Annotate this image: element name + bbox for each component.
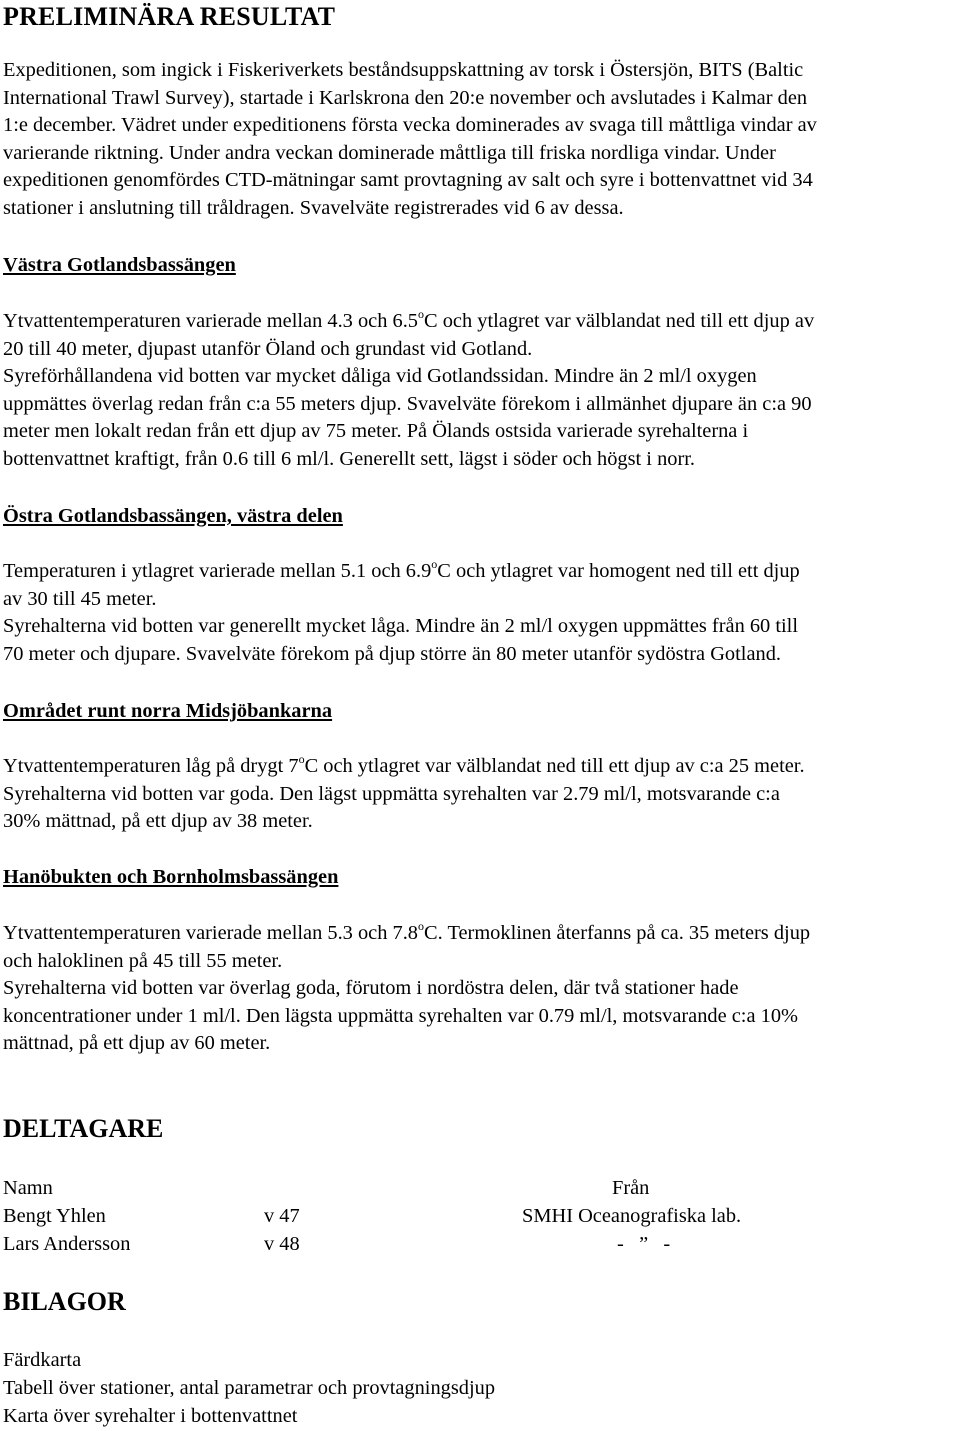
participant-row [3, 1203, 957, 1231]
participant-week: v 47 [264, 1205, 300, 1227]
intro-line: stationer i anslutning till tråldragen. Svavelväte registrerades vid 6 av dessa. [3, 196, 624, 219]
section-line: Ytvattentemperaturen varierade mellan 4.3 och 6.5$^o$C och ytlagret var välblandat ned till ett djup av [3, 307, 815, 332]
section-line: av 30 till 45 meter. [3, 587, 157, 610]
intro-line: expeditionen genomfördes CTD-mätningar samt provtagning av salt och syre i bottenvattnet vid 34 [3, 169, 813, 191]
section-line: Ytvattentemperaturen varierade mellan 5.3 och 7.8$^o$C. Termoklinen återfanns på ca. 35 meters djup [3, 919, 811, 944]
participant-from: SMHI Oceanografiska lab. [522, 1205, 742, 1227]
section-paragraph [3, 920, 957, 1058]
page-title: PRELIMINÄRA RESULTAT [3, 2, 336, 31]
participants-header-row [3, 1175, 957, 1203]
intro-line: Expeditionen, som ingick i Fiskeriverkets beståndsuppskattning av torsk i Östersjön, BITS (Baltic [3, 59, 804, 81]
section-heading-midsjobankarna: Området runt norra Midsjöbankarna [3, 700, 333, 722]
section-line: 30% mättnad, på ett djup av 38 meter. [3, 810, 313, 832]
section-line: och haloklinen på 45 till 55 meter. [3, 949, 283, 972]
section-paragraph [3, 753, 957, 836]
section-line: mättnad, på ett djup av 60 meter. [3, 1032, 271, 1054]
section-paragraph [3, 308, 957, 473]
section-line: meter men lokalt redan från ett djup av 75 meter. På Ölands ostsida varierade syrehalterna i [3, 420, 749, 442]
section-line: koncentrationer under 1 ml/l. Den lägsta uppmätta syrehalten var 0.79 ml/l, motsvarande c:a 10% [3, 1004, 798, 1027]
attachment-item: Färdkarta [3, 1349, 82, 1371]
participant-row [3, 1231, 957, 1259]
participant-from: - ” - [617, 1233, 671, 1255]
section-line: Temperaturen i ytlagret varierade mellan 5.1 och 6.9$^o$C och ytlagret var homogent ned till ett djup [3, 557, 800, 582]
attachments-heading: BILAGOR [3, 1287, 126, 1316]
intro-line: International Trawl Survey), startade i Karlskrona den 20:e november och avslutades i Kalmar den [3, 86, 808, 109]
section-paragraph [3, 558, 957, 668]
participants-heading: DELTAGARE [3, 1114, 164, 1143]
participant-name: Lars Andersson [3, 1233, 131, 1255]
section-line: Syreförhållandena vid botten var mycket dåliga vid Gotlandssidan. Mindre än 2 ml/l oxygen [3, 365, 757, 387]
intro-line: varierande riktning. Under andra veckan dominerade måttliga till friska nordliga vindar. Under [3, 141, 776, 164]
section-line: Ytvattentemperaturen låg på drygt 7$^o$C och ytlagret var välblandat ned till ett djup av c:a 25 meter. [3, 752, 805, 777]
section-line: uppmättes överlag redan från c:a 55 meters djup. Svavelväte förekom i allmänhet djupare än c:a 90 [3, 392, 812, 415]
section-line: 20 till 40 meter, djupast utanför Öland och grundast vid Gotland. [3, 337, 533, 360]
attachment-item: Karta över syrehalter i bottenvattnet [3, 1405, 298, 1427]
section-line: Syrehalterna vid botten var generellt mycket låga. Mindre än 2 ml/l oxygen uppmättes från 60 till [3, 615, 799, 637]
column-header-from: Från [612, 1177, 650, 1199]
participant-name: Bengt Yhlen [3, 1205, 106, 1227]
section-heading-hanobukten: Hanöbukten och Bornholmsbassängen [3, 866, 339, 888]
section-heading-vastra-gotland: Västra Gotlandsbassängen [3, 254, 236, 276]
intro-paragraph [3, 57, 957, 222]
section-heading-ostra-gotland: Östra Gotlandsbassängen, västra delen [3, 505, 343, 527]
participant-week: v 48 [264, 1233, 300, 1255]
section-line: 70 meter och djupare. Svavelväte förekom på djup större än 80 meter utanför sydöstra Gotland. [3, 642, 782, 665]
section-line: Syrehalterna vid botten var goda. Den lägst uppmätta syrehalten var 2.79 ml/l, motsvarande c:a [3, 782, 780, 805]
section-line: bottenvattnet kraftigt, från 0.6 till 6 ml/l. Generellt sett, lägst i söder och högst i norr. [3, 447, 696, 470]
attachment-item: Tabell över stationer, antal parametrar och provtagningsdjup [3, 1377, 496, 1399]
intro-line: 1:e december. Vädret under expeditionens första vecka dominerades av svaga till måttliga vindar av [3, 114, 817, 136]
section-line: Syrehalterna vid botten var överlag goda, förutom i nordöstra delen, där två stationer hade [3, 977, 739, 999]
column-header-name: Namn [3, 1177, 53, 1199]
